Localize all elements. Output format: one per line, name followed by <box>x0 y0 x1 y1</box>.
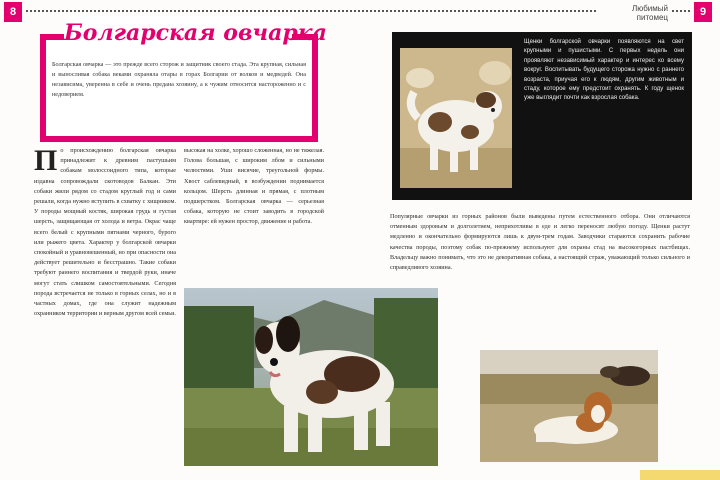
article-column-2: высокая на холке, хорошо сложенная, но не тяжелая. Голова большая, с широким лбом и сильными челюстями. Уши висячие, треугольной формы. Хвост саблевидный, в возбуждении поднимается кольцом. Шерсть длинная и прямая, с плотным подшерстком. Болгарская овчарка — серьезная собака, которую не стоит заводить в городской квартире: ей нужен простор, движение и работа. <box>184 147 324 226</box>
dog-standing-grass-icon <box>184 288 438 466</box>
top-photo-panel <box>392 32 692 200</box>
dog-puppy-white-brown-icon <box>400 48 512 188</box>
column-1-text: о происхождению болгарская овчарка принадлежит к древним пастушьим собакам молоссоидного типа, которые издавна сопровождали скотоводов Балкан. Эти собаки жили рядом со стадом круглый год и сами решали, когда нужно вступить в схватку с хищником. У породы мощный костяк, широкая грудь и густая шерсть, защищающая от холода и ветра. Окрас чаще всего белый с крупными пятнами черного, бурого или рыжего цвета. Характер у болгарской овчарки спокойный и уравновешенный, но при опасности она действует решительно и бесстрашно. Такие собаки требуют раннего воспитания и твердой руки, иначе могут стать слишком самостоятельными. Сегодня порода встречается не только в горных селах, но и в частных домах, где она служит надежным охранником территории и верным другом всей семьи. <box>34 147 176 318</box>
title-tab <box>64 16 327 50</box>
article-column-3: Популярные овчарки из горных районов были выведены путем естественного отбора. Они отличаются отменным здоровьем и долголетием, неприхотливы в еде и легко переносят любую погоду. Щенки растут медленно и окончательно формируются лишь к двум-трем годам. Заводчики стараются сохранить рабочие качества породы, поэтому собак по-прежнему используют для охраны стад на высокогорных пастбищах. Владельцу важно понимать, что это не декоративная собака, а настоящий страж, уважающий только сильного и справедливого хозяина. <box>390 213 690 272</box>
article-column-1 <box>34 146 176 466</box>
header-dotted-rule-right <box>672 10 690 12</box>
header-dotted-rule <box>26 10 596 12</box>
footer-strip <box>640 470 720 480</box>
page-number-right: 9 <box>694 2 712 22</box>
magazine-name: Любимый питомец <box>631 4 668 22</box>
dog-lying-field-icon <box>480 350 658 462</box>
title-box <box>40 34 318 142</box>
photo-caption: Щенки болгарской овчарки появляются на свет крупными и пушистыми. С первых недель они проявляют независимый характер и интерес ко всему вокруг. Воспитывать будущего сторожа нужно с раннего возраста, приучая его к людям, другим животным и стаду, которое ему предстоит охранять. К году щенок уже выглядит почти как взрослая собака. <box>524 39 684 102</box>
article-title: Болгарская овчарка <box>64 20 327 46</box>
drop-cap: П <box>34 146 58 177</box>
article-lead: Болгарская овчарка — это прежде всего сторож и защитник своего стада. Эта крупная, сильная и выносливая собака веками охраняла отары в горах Болгарии от волков и медведей. Она независима, уверенна в себе и очень предана хозяину, а к чужим относится настороженно и с недоверием. <box>52 61 306 98</box>
page-number-left: 8 <box>4 2 22 22</box>
